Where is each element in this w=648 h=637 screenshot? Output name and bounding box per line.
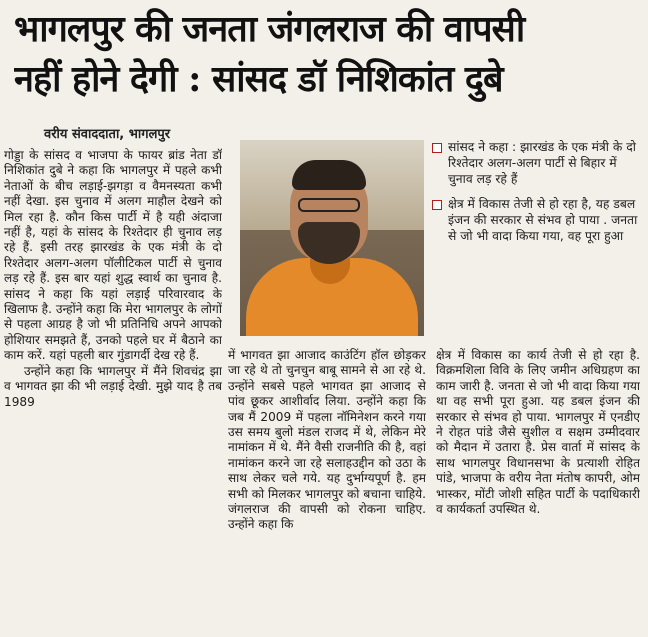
headline-line-1: भागलपुर की जनता जंगलराज की वापसी (14, 8, 525, 50)
article-paragraph: में भागवत झा आजाद काउंटिंग हॉल छोड़कर जा रहे थे तो चुनचुन बाबू सामने से आ रहे थे. उन्होंने सबसे पहले भागवत झा आजाद से पांव छूकर आशीर्वाद लिया. उन्होंने कहा कि जब मैं 2009 में पहला नॉमिनेशन करने गया उस समय बुलो मंडल राजद में थे, लेकिन मेरे नामांकन में थे. मैंने वैसी राजनीति की है, वहां नामांकन करने जा रहे सलाहउद्दीन को उठा के साथ लेकर चले गये. यह दुर्भाग्यपूर्ण है. हम सभी को मिलकर भागलपुर को बचाना चाहिये. जंगलराज की वापसी को रोकना चाहिए. उन्होंने कहा कि (228, 348, 426, 532)
article-column-3 (436, 348, 640, 632)
article-paragraph: उन्होंने कहा कि भागलपुर में मैंने शिवचंद्र झा व भागवत झा की भी लड़ाई देखी. मुझे याद है तब 1989 (4, 363, 222, 409)
article-paragraph: क्षेत्र में विकास का कार्य तेजी से हो रहा है. विक्रमशिला विवि के लिए जमीन अधिग्रहण का काम जारी है. जनता से जो भी वादा किया गया था वह सभी पूरा हुआ. यह डबल इंजन की सरकार से संभव हो पाया. भागलपुर में एनडीए ने रोहत पांडे जैसे सुशील व सक्षम उम्मीदवार को मैदान में उतारा है. प्रेस वार्ता में सांसद के साथ भागलपुर विधानसभा के प्रत्याशी रोहित पांडे, भाजपा के वरीय नेता मंतोष कापरी, ओम भास्कर, मोंटी जोशी सहित पार्टी के पदाधिकारी व कार्यकर्ता उपस्थित थे. (436, 348, 640, 517)
headline (14, 4, 638, 104)
byline: वरीय संवाददाता, भागलपुर (44, 127, 171, 142)
highlights-box (432, 140, 640, 340)
bullet-square-icon (432, 143, 442, 153)
headline-line-2: नहीं होने देगी : सांसद डॉ निशिकांत दुबे (14, 58, 503, 100)
highlight-item (432, 197, 640, 244)
bullet-square-icon (432, 200, 442, 210)
person-photo (240, 140, 424, 336)
highlight-text: क्षेत्र में विकास तेजी से हो रहा है, यह डबल इंजन की सरकार से संभव हो पाया . जनता से जो भी वादा किया गया, वह पूरा हुआ (448, 197, 638, 243)
article-column-2 (228, 348, 426, 632)
highlight-item (432, 140, 640, 187)
article-column-1 (4, 148, 222, 632)
highlight-text: सांसद ने कहा : झारखंड के एक मंत्री के दो रिश्तेदार अलग-अलग पार्टी से बिहार में चुनाव लड़ रहे हैं (448, 140, 636, 186)
article-paragraph: गोड्डा के सांसद व भाजपा के फायर ब्रांड नेता डॉ निशिकांत दुबे ने कहा कि भागलपुर में पहले कभी नेताओं के बीच लड़ाई-झगड़ा व वैमनस्यता कभी नहीं देखा. इस चुनाव में अलग माहौल देखने को मिल रहा है. कौन किस पार्टी में है यही अंदाजा नहीं है, यहां के सांसद के रिश्तेदार ही चुनाव लड़ रहे हैं. इसी तरह झारखंड के एक मंत्री के दो रिश्तेदार अलग-अलग पॉलीटिकल पार्टी से चुनाव लड़ रहे हैं. इस बार यहां शुद्ध स्वार्थ का चुनाव है. सांसद ने कहा कि यहां लड़ाई परिवारवाद के खिलाफ है. उन्होंने कहा कि मेरा भागलपुर के लोगों से पहला आग्रह है जो भी प्रतिनिधि अपने आपको होशियार समझते हैं, उनको पहले घर में बैठाने का काम करें. यहां पहली बार गुंडागर्दी देख रहे हैं. (4, 148, 222, 363)
